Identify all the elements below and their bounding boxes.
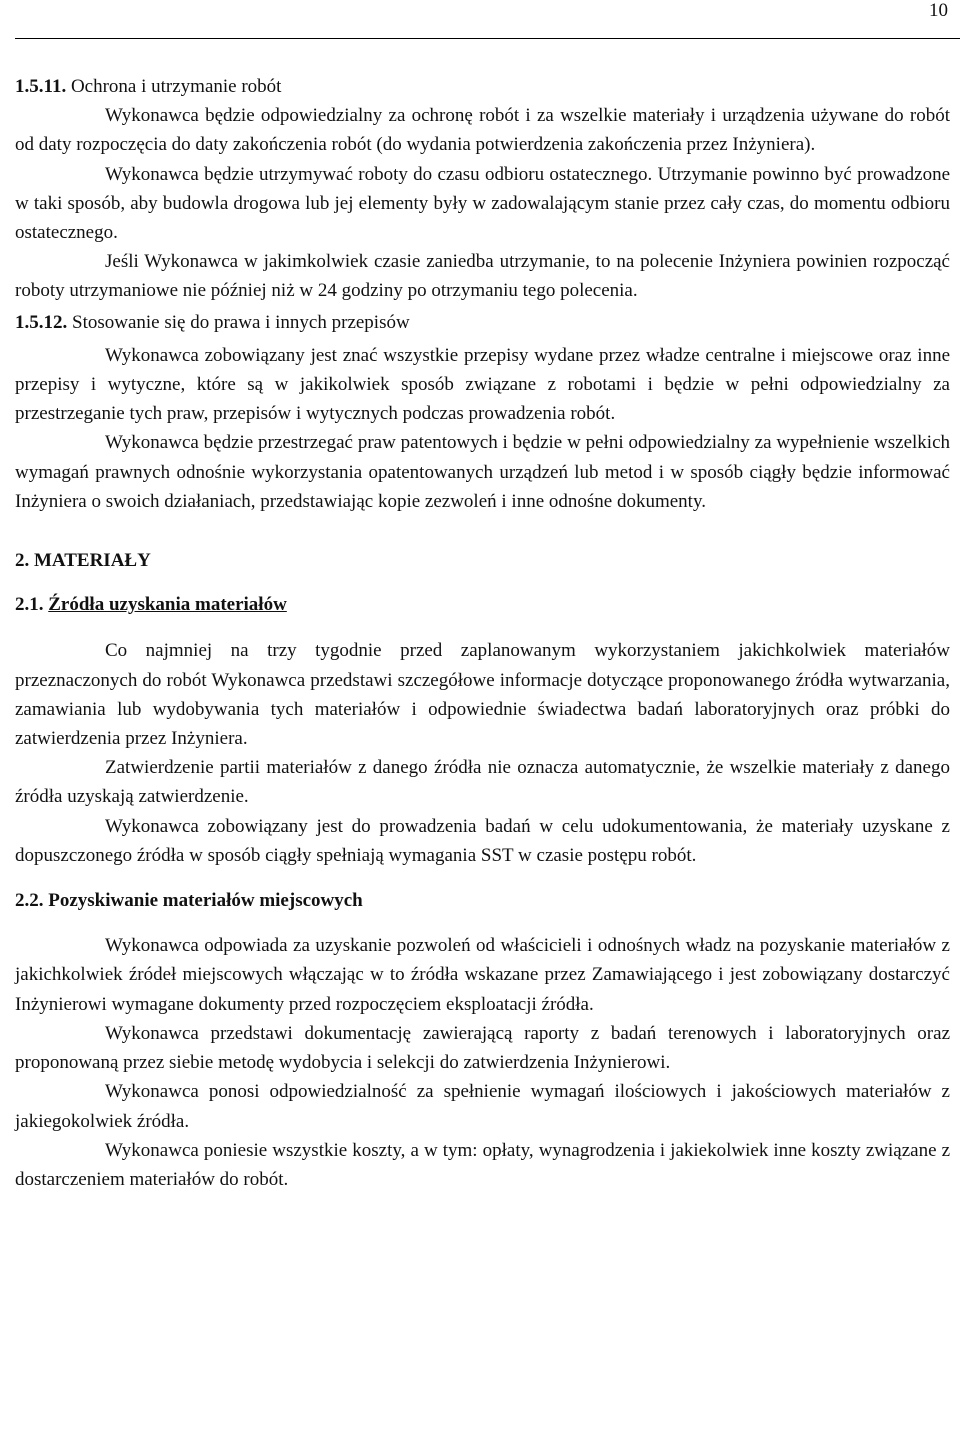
chapter-heading: 2. MATERIAŁY [15, 550, 151, 572]
section-1-5-11-heading [15, 72, 950, 101]
sentence: Wykonawca będzie utrzymywać roboty do czasu odbioru ostatecznego. [105, 163, 653, 185]
paragraph [15, 160, 950, 248]
sentence: Utrzymanie powinno być prowadzone w taki sposób, aby budowla drogowa lub jej elementy były w zadowalającym stanie przez cały czas, do momentu odbioru ostatecznego. [15, 163, 951, 244]
section-title: Pozyskiwanie materiałów miejscowych [48, 890, 363, 912]
page-number: 10 [929, 0, 948, 21]
paragraph: Jeśli Wykonawca w jakimkolwiek czasie zaniedba utrzymanie, to na polecenie Inżyniera powinien rozpocząć roboty utrzymaniowe nie później niż w 24 godziny po otrzymaniu tego polecenia. [15, 251, 950, 302]
paragraph: Wykonawca będzie przestrzegać praw patentowych i będzie w pełni odpowiedzialny za wypełnienie wszelkich wymagań prawnych odnośnie wykorzystania opatentowanych urządzeń lub metod i w sposób ciągły będzie informować Inżyniera o swoich działaniach, przedstawiając kopie zezwoleń i inne odnośne dokumenty. [15, 432, 950, 512]
section-number: 2.1. [15, 594, 44, 616]
section-2-1-heading [15, 590, 950, 619]
paragraph: Wykonawca będzie odpowiedzialny za ochronę robót i za wszelkie materiały i urządzenia używane do robót od daty rozpoczęcia do daty zakończenia robót (do wydania potwierdzenia zakończenia przez Inżyniera). [15, 105, 950, 156]
section-title: Stosowanie się do prawa i innych przepisów [72, 311, 410, 333]
paragraph: Co najmniej na trzy tygodnie przed zaplanowanym wykorzystaniem jakichkolwiek materiałów przeznaczonych do robót Wykonawca przedstawi szczegółowe informacje dotyczące proponowanego źródła wytwarzania, zamawiania lub wydobywania tych materiałów i odpowiednie świadectwa badań laboratoryjnych oraz próbki do zatwierdzenia przez Inżyniera. [15, 640, 950, 750]
section-number: 2.2. [15, 890, 44, 912]
paragraph: Wykonawca odpowiada za uzyskanie pozwoleń od właścicieli i odnośnych władz na pozyskanie materiałów z jakichkolwiek źródeł miejscowych włączając w to źródła wskazane przez Zamawiającego i jest zobowiązany dostarczyć Inżynierowi wymagane dokumenty przed rozpoczęciem eksploatacji źródła. [15, 935, 950, 1015]
section-number: 1.5.12. [15, 311, 68, 333]
section-title: Źródła uzyskania materiałów [48, 594, 287, 616]
paragraph: Wykonawca zobowiązany jest znać wszystkie przepisy wydane przez władze centralne i miejscowe oraz inne przepisy i wytyczne, które są w jakikolwiek sposób związane z robotami i będzie w pełni odpowiedzialny za przestrzeganie tych praw, przepisów i wytycznych podczas prowadzenia robót. [15, 344, 950, 425]
section-number: 1.5.11. [15, 76, 67, 97]
document-body [15, 72, 950, 1194]
paragraph: Wykonawca przedstawi dokumentację zawierającą raporty z badań terenowych i laboratoryjnych oraz proponowaną przez siebie metodę wydobycia i selekcji do zatwierdzenia Inżynierowi. [15, 1022, 950, 1074]
header-rule [15, 38, 960, 39]
paragraph: Zatwierdzenie partii materiałów z danego źródła nie oznacza automatycznie, że wszelkie materiały z danego źródła uzyskają zatwierdzenie. [15, 757, 950, 808]
section-1-5-12-heading [15, 308, 950, 337]
paragraph: Wykonawca poniesie wszystkie koszty, a w tym: opłaty, wynagrodzenia i jakiekolwiek inne koszty związane z dostarczeniem materiałów do robót. [15, 1139, 950, 1190]
paragraph: Wykonawca ponosi odpowiedzialność za spełnienie wymagań ilościowych i jakościowych materiałów z jakiegokolwiek źródła. [15, 1081, 950, 1132]
section-2-2-heading [15, 886, 950, 915]
section-title: Ochrona i utrzymanie robót [70, 76, 282, 97]
paragraph: Wykonawca zobowiązany jest do prowadzenia badań w celu udokumentowania, że materiały uzyskane z dopuszczonego źródła w sposób ciągły spełniają wymagania SST w czasie postępu robót. [15, 815, 950, 866]
